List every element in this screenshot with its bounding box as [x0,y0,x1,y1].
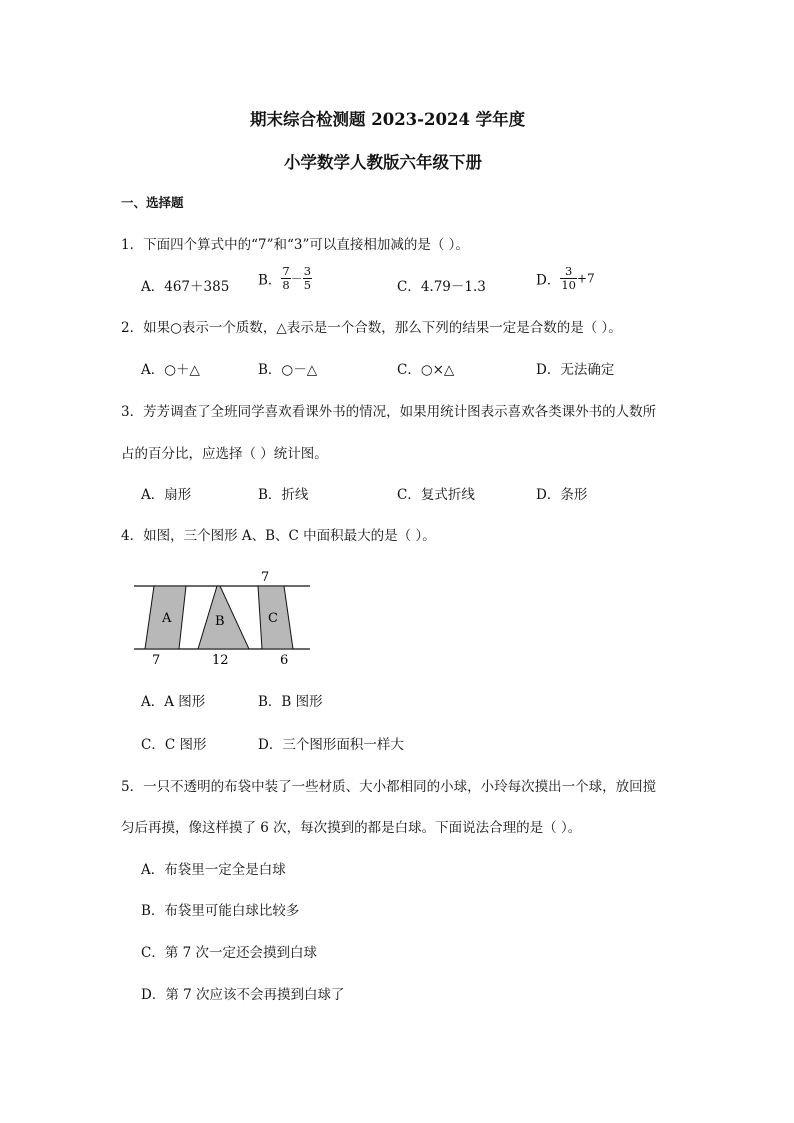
plus-seven: +7 [576,271,595,286]
fraction-denominator: 5 [303,278,312,292]
question-5-stem-line-1: 5．一只不透明的布袋中装了一些材质、大小都相同的小球，小玲每次摸出一个球，放回搅 [121,779,657,795]
shape-a-label: A [162,611,172,626]
bottom-length-a: 7 [152,653,161,668]
question-5-option-b: B．布袋里可能白球比较多 [141,903,300,919]
fraction-3-10 [560,265,577,292]
fraction-numerator: 3 [303,264,312,278]
minus-sign: － [290,272,303,286]
bottom-length-c: 6 [280,653,289,668]
question-4-stem: 4．如图，三个图形 A、B、C 中面积最大的是（ ）。 [121,528,436,544]
bottom-length-b: 12 [212,653,229,668]
question-2-stem: 2．如果○表示一个质数，△表示是一个合数，那么下列的结果一定是合数的是（ ）。 [121,320,622,336]
section-heading: 一、选择题 [121,195,184,210]
question-4-option-b: B．B 图形 [258,694,323,710]
question-1-stem: 1．下面四个算式中的“7”和“3”可以直接相加减的是（ ）。 [121,237,469,253]
question-4-option-a: A．A 图形 [141,694,206,710]
fraction-denominator: 10 [561,278,576,292]
fraction-numerator: 7 [282,264,290,278]
fraction-7-8 [281,265,290,292]
question-3-option-d: D．条形 [536,487,588,503]
question-1-option-b [258,265,312,292]
trapezoid-figure [128,565,318,670]
question-2-option-b: B．○－△ [258,362,318,378]
question-2-option-d: D．无法确定 [536,362,615,378]
question-5-option-c: C．第 7 次一定还会摸到白球 [141,945,318,961]
option-d-label: D． [536,272,561,289]
question-4-option-c: C．C 图形 [141,737,207,753]
question-3-stem-line-1: 3．芳芳调查了全班同学喜欢看课外书的情况，如果用统计图表示喜欢各类课外书的人数所 [121,404,657,420]
question-5-stem-line-2: 匀后再摸，像这样摸了 6 次，每次摸到的都是白球。下面说法合理的是（ ）。 [121,820,582,836]
fraction-denominator: 8 [282,278,290,292]
shape-b-label: B [215,614,225,629]
shape-c-label: C [268,611,278,626]
page-title: 期末综合检测题 2023-2024 学年度 [250,110,526,129]
question-1-option-a: A．467＋385 [141,279,230,295]
question-1-option-d [536,265,595,292]
question-3-option-a: A．扇形 [141,487,192,503]
fraction-3-5 [303,265,312,292]
question-4-option-d: D．三个图形面积一样大 [258,737,404,753]
question-5-option-d: D．第 7 次应该不会再摸到白球了 [141,987,345,1003]
fraction-numerator: 3 [560,265,577,279]
question-3-stem-line-2: 占的百分比，应选择（ ）统计图。 [121,446,328,462]
question-2-option-a: A．○＋△ [141,362,200,378]
question-1-option-c: C．4.79－1.3 [397,279,486,295]
question-3-option-c: C．复式折线 [397,487,475,503]
question-2-option-c: C．○×△ [397,362,455,378]
top-length-c: 7 [261,570,270,585]
option-b-label: B． [258,272,282,289]
question-5-option-a: A．布袋里一定全是白球 [141,862,286,878]
question-3-option-b: B．折线 [258,487,309,503]
page-subtitle: 小学数学人教版六年级下册 [284,153,482,172]
